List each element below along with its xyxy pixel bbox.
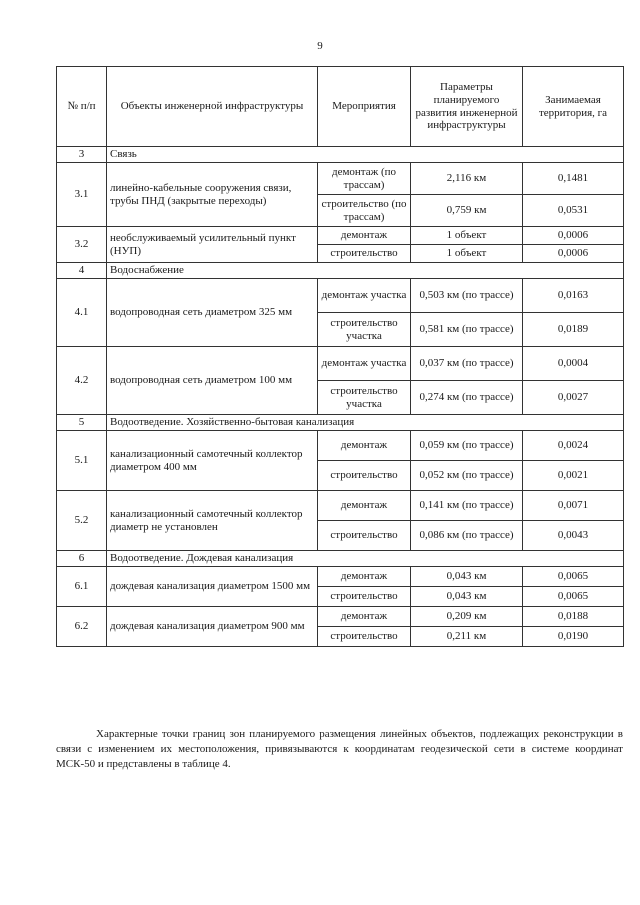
area-cell: 0,1481 <box>523 163 624 195</box>
param-cell: 0,043 км <box>411 587 523 607</box>
param-cell: 0,209 км <box>411 607 523 627</box>
param-cell: 2,116 км <box>411 163 523 195</box>
table-row <box>57 491 624 521</box>
measure-cell: демонтаж <box>318 607 411 627</box>
section-number: 6 <box>57 551 107 567</box>
area-cell: 0,0006 <box>523 227 624 245</box>
item-number: 4.2 <box>57 347 107 415</box>
table-row <box>57 347 624 381</box>
item-name: канализационный самотечный коллектор диаметр не установлен <box>107 491 318 551</box>
measure-cell: демонтаж <box>318 567 411 587</box>
item-name: линейно-кабельные сооружения связи, трубы ПНД (закрытые переходы) <box>107 163 318 227</box>
item-name: дождевая канализация диаметром 1500 мм <box>107 567 318 607</box>
table-row <box>57 607 624 627</box>
param-cell: 0,581 км (по трассе) <box>411 313 523 347</box>
param-cell: 0,043 км <box>411 567 523 587</box>
param-cell: 1 объект <box>411 245 523 263</box>
area-cell: 0,0006 <box>523 245 624 263</box>
section-number: 5 <box>57 415 107 431</box>
measure-cell: строительство (по трассам) <box>318 195 411 227</box>
item-name: водопроводная сеть диаметром 100 мм <box>107 347 318 415</box>
param-cell: 0,059 км (по трассе) <box>411 431 523 461</box>
header-objects: Объекты инженерной инфраструктуры <box>107 67 318 147</box>
area-cell: 0,0021 <box>523 461 624 491</box>
item-name: необслуживаемый усилительный пункт (НУП) <box>107 227 318 263</box>
measure-cell: демонтаж (по трассам) <box>318 163 411 195</box>
page-number: 9 <box>317 40 323 52</box>
measure-cell: строительство <box>318 587 411 607</box>
area-cell: 0,0071 <box>523 491 624 521</box>
param-cell: 0,274 км (по трассе) <box>411 381 523 415</box>
item-number: 3.2 <box>57 227 107 263</box>
measure-cell: демонтаж <box>318 491 411 521</box>
area-cell: 0,0189 <box>523 313 624 347</box>
section-title: Связь <box>107 147 624 163</box>
footer-paragraph: Характерные точки границ зон планируемого размещения линейных объектов, подлежащих реконструкции в связи с изменением их местоположения, привязываются к координатам геодезической сети в системе координат МСК-50 и представлены в таблице 4. <box>56 728 623 770</box>
table-row <box>57 279 624 313</box>
table-row <box>57 227 624 245</box>
item-name: дождевая канализация диаметром 900 мм <box>107 607 318 647</box>
area-cell: 0,0027 <box>523 381 624 415</box>
measure-cell: демонтаж <box>318 431 411 461</box>
measure-cell: строительство <box>318 245 411 263</box>
section-row <box>57 147 624 163</box>
section-row <box>57 263 624 279</box>
area-cell: 0,0163 <box>523 279 624 313</box>
table-header-row <box>57 67 624 147</box>
section-number: 4 <box>57 263 107 279</box>
area-cell: 0,0065 <box>523 567 624 587</box>
item-number: 3.1 <box>57 163 107 227</box>
param-cell: 0,052 км (по трассе) <box>411 461 523 491</box>
header-measures: Мероприятия <box>318 67 411 147</box>
section-row <box>57 415 624 431</box>
area-cell: 0,0004 <box>523 347 624 381</box>
param-cell: 0,503 км (по трассе) <box>411 279 523 313</box>
item-number: 5.2 <box>57 491 107 551</box>
area-cell: 0,0024 <box>523 431 624 461</box>
param-cell: 0,211 км <box>411 627 523 647</box>
area-cell: 0,0188 <box>523 607 624 627</box>
param-cell: 0,141 км (по трассе) <box>411 491 523 521</box>
item-number: 6.1 <box>57 567 107 607</box>
table-row <box>57 567 624 587</box>
table-row <box>57 431 624 461</box>
param-cell: 1 объект <box>411 227 523 245</box>
area-cell: 0,0531 <box>523 195 624 227</box>
header-params: Параметры планируемого развития инженерной инфраструктуры <box>411 67 523 147</box>
param-cell: 0,759 км <box>411 195 523 227</box>
section-title: Водоотведение. Дождевая канализация <box>107 551 624 567</box>
infrastructure-table <box>56 66 624 647</box>
area-cell: 0,0190 <box>523 627 624 647</box>
param-cell: 0,037 км (по трассе) <box>411 347 523 381</box>
param-cell: 0,086 км (по трассе) <box>411 521 523 551</box>
section-row <box>57 551 624 567</box>
header-territory: Занимаемая территория, га <box>523 67 624 147</box>
section-number: 3 <box>57 147 107 163</box>
item-number: 5.1 <box>57 431 107 491</box>
measure-cell: демонтаж <box>318 227 411 245</box>
table-body <box>57 147 624 647</box>
measure-cell: строительство <box>318 461 411 491</box>
measure-cell: демонтаж участка <box>318 347 411 381</box>
item-name: водопроводная сеть диаметром 325 мм <box>107 279 318 347</box>
measure-cell: строительство участка <box>318 381 411 415</box>
item-number: 6.2 <box>57 607 107 647</box>
measure-cell: строительство <box>318 627 411 647</box>
section-title: Водоотведение. Хозяйственно-бытовая канализация <box>107 415 624 431</box>
table-row <box>57 163 624 195</box>
measure-cell: строительство <box>318 521 411 551</box>
section-title: Водоснабжение <box>107 263 624 279</box>
area-cell: 0,0043 <box>523 521 624 551</box>
measure-cell: демонтаж участка <box>318 279 411 313</box>
measure-cell: строительство участка <box>318 313 411 347</box>
item-number: 4.1 <box>57 279 107 347</box>
item-name: канализационный самотечный коллектор диаметром 400 мм <box>107 431 318 491</box>
header-num: № п/п <box>57 67 107 147</box>
area-cell: 0,0065 <box>523 587 624 607</box>
